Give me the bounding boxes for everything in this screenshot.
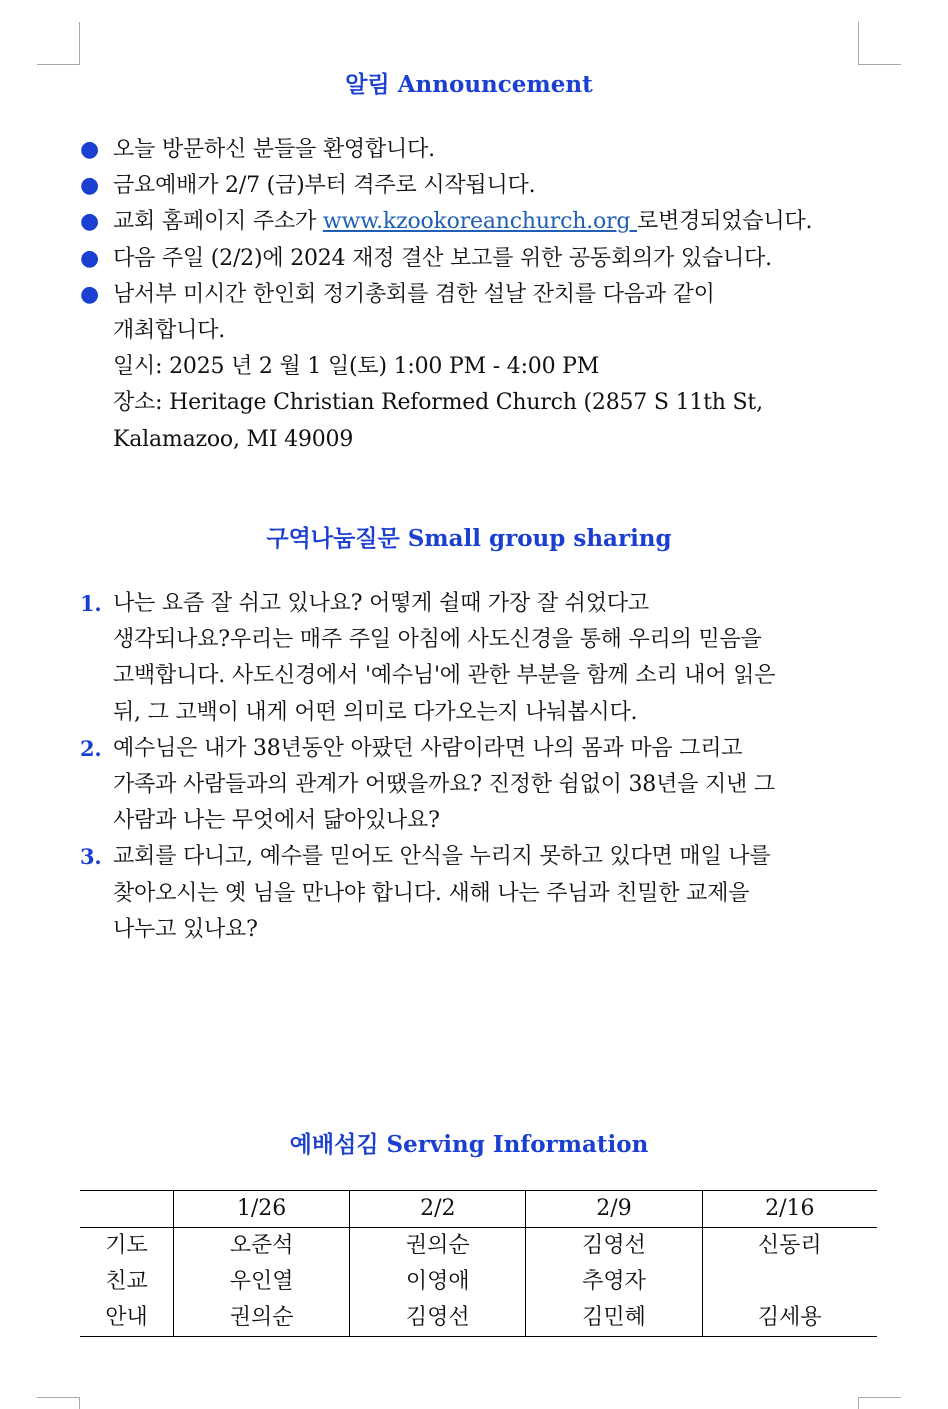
- table-cell: 추영자: [526, 1264, 702, 1300]
- small-group-questions: [80, 586, 870, 948]
- crop-mark-bottom-right: [858, 1397, 901, 1409]
- table-cell: 권의순: [174, 1300, 350, 1337]
- table-cell: 김세용: [702, 1300, 877, 1337]
- crop-mark-bottom-left: [37, 1397, 80, 1409]
- serving-table: [80, 1190, 877, 1337]
- question-item: 3. 교회를 다니고, 예수를 믿어도 안식을 누리지 못하고 있다면 매일 나를 찾아오시는 옛 님을 만나야 합니다. 새해 나는 주님과 친밀한 교제을 나누고 있나요?: [80, 839, 870, 948]
- announcement-list: [80, 132, 870, 458]
- event-line: 개최합니다.: [113, 318, 226, 344]
- list-item: ● 오늘 방문하신 분들을 환영합니다.: [80, 132, 870, 168]
- event-date: 일시: 2025 년 2 월 1 일(토) 1:00 PM - 4:00 PM: [113, 354, 600, 380]
- table-row: [80, 1300, 877, 1337]
- role-label: 안내: [80, 1300, 174, 1337]
- crop-mark-top-right: [858, 22, 901, 65]
- table-cell: 우인열: [174, 1264, 350, 1300]
- question-item: 2. 예수님은 내가 38년동안 아팠던 사람이라면 나의 몸과 마음 그리고 가족과 사람들과의 관계가 어땠을까요? 진정한 쉼없이 38년을 지낸 그 사람과 나는 무엇에서 닮아있나요?: [80, 731, 870, 840]
- bullet-icon: ●: [80, 281, 99, 307]
- serving-title: 예배섬김 Serving Information: [289, 1131, 649, 1158]
- role-label: 기도: [80, 1228, 174, 1265]
- small-group-title: 구역나눔질문 Small group sharing: [266, 525, 672, 552]
- question-number: 3.: [80, 844, 102, 870]
- table-header-row: [80, 1191, 877, 1228]
- table-cell: [702, 1264, 877, 1300]
- bullet-icon: ●: [80, 173, 99, 199]
- date-header: 2/9: [526, 1191, 702, 1228]
- date-header: 2/2: [350, 1191, 526, 1228]
- question-number: 1.: [80, 591, 102, 616]
- date-header: 1/26: [174, 1191, 350, 1228]
- homepage-link[interactable]: www.kzookoreanchurch.org: [322, 209, 638, 235]
- bullet-icon: ●: [80, 137, 99, 162]
- question-number: 2.: [80, 735, 102, 761]
- announcement-title: 알림 Announcement: [345, 71, 593, 98]
- table-row: [80, 1264, 877, 1300]
- event-location-city: Kalamazoo, MI 49009: [113, 426, 354, 452]
- table-cell: 이영애: [350, 1264, 526, 1300]
- table-cell: 김영선: [526, 1228, 702, 1265]
- list-item: ● 교회 홈페이지 주소가 www.kzookoreanchurch.org 로변경되었습니다.: [80, 204, 870, 240]
- list-item: ● 금요예배가 2/7 (금)부터 격주로 시작됩니다.: [80, 168, 870, 204]
- list-item: ● 다음 주일 (2/2)에 2024 재정 결산 보고를 위한 공동회의가 있습니다.: [80, 241, 870, 277]
- table-row: [80, 1228, 877, 1265]
- table-cell: 오준석: [174, 1228, 350, 1265]
- table-cell: 신동리: [702, 1228, 877, 1265]
- table-cell: 김민혜: [526, 1300, 702, 1337]
- table-cell: 김영선: [350, 1300, 526, 1337]
- crop-mark-top-left: [37, 22, 80, 65]
- list-item: [80, 277, 870, 458]
- question-item: 1. 나는 요즘 잘 쉬고 있나요? 어떻게 쉴때 가장 잘 쉬었다고 생각되나요?우리는 매주 주일 아침에 사도신경을 통해 우리의 믿음을 고백합니다. 사도신경에서 '예수님'에 관한 부분을 함께 소리 내어 읽은 뒤, 그 고백이 내게 어떤 의미로 다가오는지 나눠봅시다.: [80, 586, 870, 731]
- table-corner-cell: [80, 1191, 174, 1228]
- event-location: 장소: Heritage Christian Reformed Church (2857 S 11th St,: [113, 390, 763, 416]
- role-label: 친교: [80, 1264, 174, 1300]
- event-line: 남서부 미시간 한인회 정기총회를 겸한 설날 잔치를 다음과 같이: [113, 281, 715, 307]
- table-cell: 권의순: [350, 1228, 526, 1265]
- date-header: 2/16: [702, 1191, 877, 1228]
- bullet-icon: ●: [80, 245, 99, 271]
- bullet-icon: ●: [80, 209, 99, 235]
